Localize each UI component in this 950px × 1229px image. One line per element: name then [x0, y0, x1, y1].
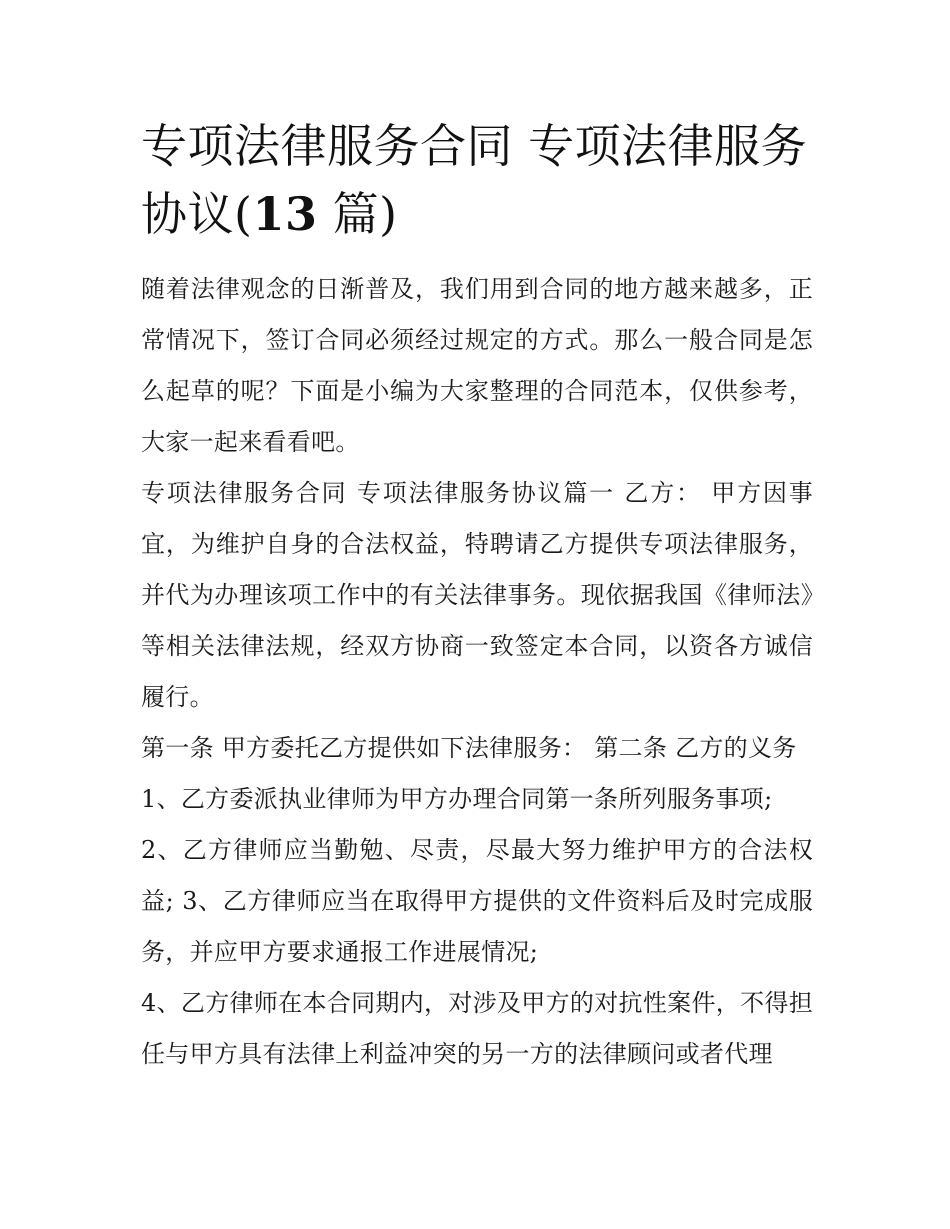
contract-preamble-paragraph: 专项法律服务合同 专项法律服务协议篇一 乙方： 甲方因事宜，为维护自身的合法权益，特聘请乙方提供专项法律服务，并代为办理该项工作中的有关法律事务。现依据我国《律师法》等相关法律法规，经双方协商一致签定本合同，以资各方诚信履行。: [141, 479, 813, 711]
obligation-item-1: 1、乙方委派执业律师为甲方办理合同第一条所列服务事项;: [141, 785, 773, 813]
title-article-count: 13: [252, 187, 318, 241]
article-heading-paragraph: 第一条 甲方委托乙方提供如下法律服务： 第二条 乙方的义务: [141, 734, 797, 762]
intro-paragraph: 随着法律观念的日渐普及，我们用到合同的地方越来越多，正常情况下，签订合同必须经过规定的方式。那么一般合同是怎么起草的呢？下面是小编为大家整理的合同范本，仅供参考，大家一起来看看吧。: [141, 275, 813, 456]
document-title: [141, 112, 813, 248]
obligation-item-2-3: 2、乙方律师应当勤勉、尽责，尽最大努力维护甲方的合法权益; 3、乙方律师应当在取得甲方提供的文件资料后及时完成服务，并应甲方要求通报工作进展情况;: [141, 836, 813, 966]
obligation-item-4: 4、乙方律师在本合同期内，对涉及甲方的对抗性案件，不得担任与甲方具有法律上利益冲突的另一方的法律顾问或者代理: [141, 989, 813, 1068]
title-text-suffix: 篇): [317, 187, 398, 241]
document-content: [141, 112, 813, 1080]
title-text-main: 专项法律服务合同 专项法律服务协议(: [141, 119, 808, 241]
document-body: [141, 264, 813, 1080]
